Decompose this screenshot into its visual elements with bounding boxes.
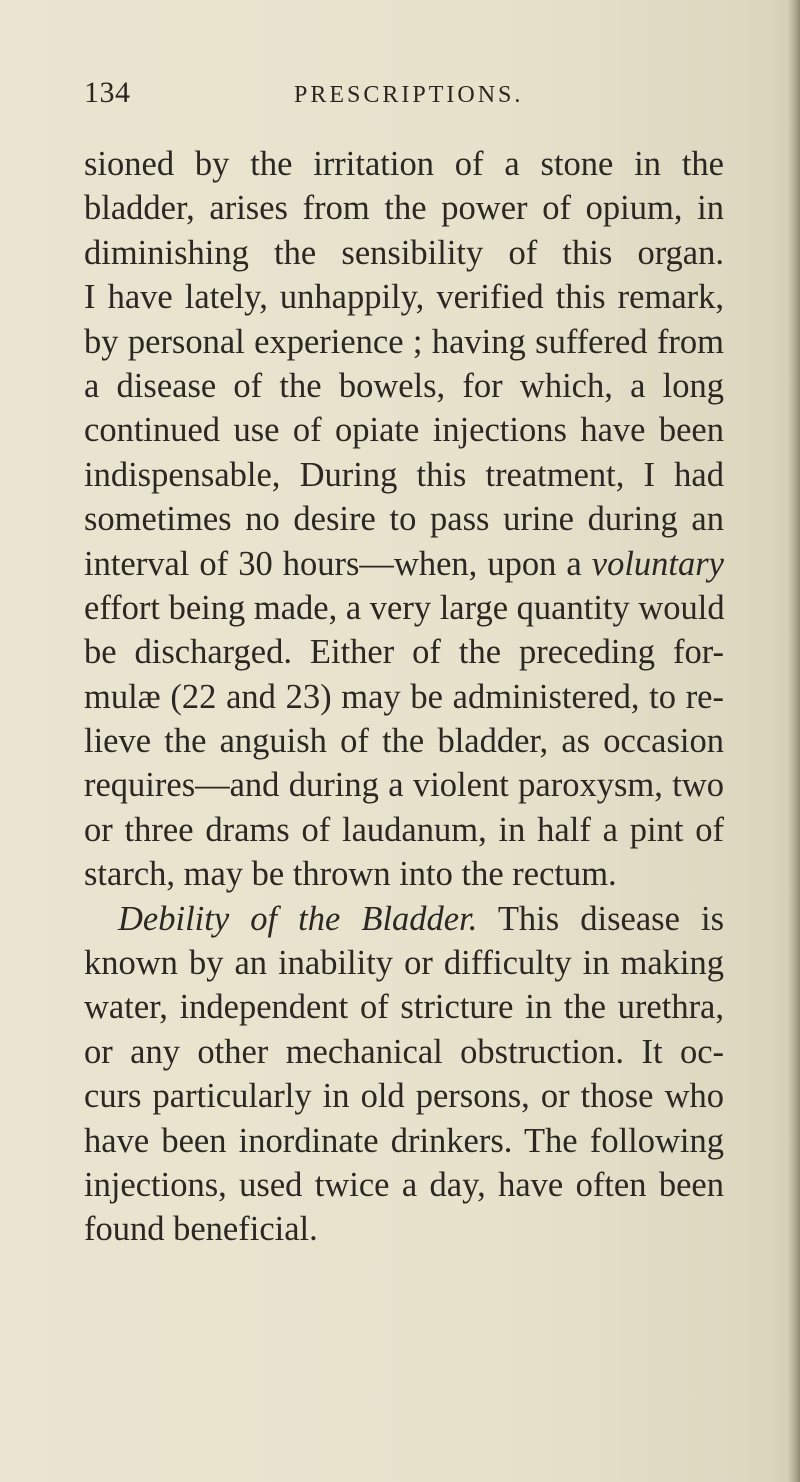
text-line: requires—and during a violent paroxysm, two bbox=[84, 766, 724, 805]
text-line: sioned by the irritation of a stone in the bbox=[84, 145, 724, 183]
text-line: I have lately, unhappily, verified this remark, bbox=[84, 278, 724, 317]
page-edge-shadow bbox=[788, 0, 800, 1482]
text-line: be discharged. Either of the preceding for- bbox=[84, 633, 724, 672]
text-line: indispensable, During this treatment, I had bbox=[84, 455, 724, 494]
text-line: a disease of the bowels, for which, a long bbox=[84, 366, 724, 405]
text-line: or any other mechanical obstruction. It oc- bbox=[84, 1032, 724, 1071]
text-line: by personal experience ; having suffered from bbox=[84, 322, 724, 361]
text-line: starch, may be thrown into the rectum. bbox=[84, 855, 617, 894]
text-line: found beneficial. bbox=[84, 1210, 318, 1249]
text-line: continued use of opiate injections have been bbox=[84, 411, 724, 450]
text-line: interval of 30 hours—when, upon a voluntary bbox=[84, 544, 724, 583]
page-header bbox=[84, 76, 724, 120]
section-heading-line: Debility of the Bladder. This disease is bbox=[118, 899, 724, 938]
text-line: have been inordinate drinkers. The following bbox=[84, 1121, 724, 1160]
running-head: PRESCRIPTIONS. bbox=[294, 82, 524, 108]
italic-word: voluntary bbox=[591, 544, 724, 583]
text-line: sometimes no desire to pass urine during an bbox=[84, 500, 724, 539]
text-line: or three drams of laudanum, in half a pint of bbox=[84, 810, 724, 849]
text-line: bladder, arises from the power of opium, in bbox=[84, 189, 724, 228]
text-line: known by an inability or difficulty in making bbox=[84, 944, 724, 983]
text-line: effort being made, a very large quantity would bbox=[84, 588, 725, 627]
text-line: water, independent of stricture in the urethra, bbox=[84, 988, 724, 1027]
text-line: injections, used twice a day, have often been bbox=[84, 1165, 724, 1204]
body-text bbox=[84, 142, 724, 1252]
page-number: 134 bbox=[84, 76, 131, 109]
text-line: curs particularly in old persons, or those who bbox=[84, 1077, 724, 1116]
text-line: mulæ (22 and 23) may be administered, to re- bbox=[84, 677, 724, 716]
section-heading: Debility of the Bladder. bbox=[118, 899, 478, 938]
text-line: lieve the anguish of the bladder, as occasion bbox=[84, 722, 724, 761]
text-line: diminishing the sensibility of this organ. bbox=[84, 233, 724, 272]
